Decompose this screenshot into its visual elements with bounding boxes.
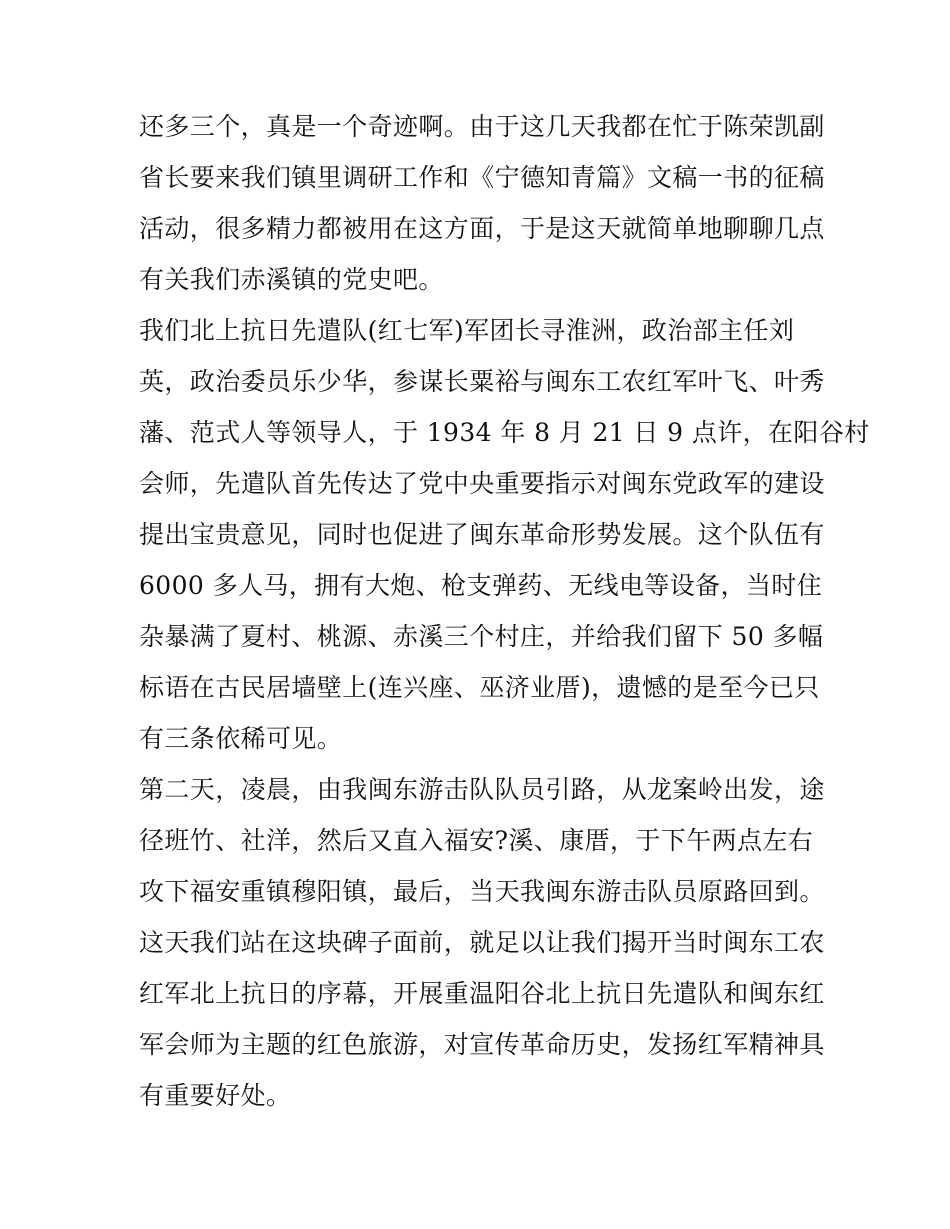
text-line: 有三条依稀可见。 xyxy=(139,724,343,753)
text-line: 英，政治委员乐少华，参谋长粟裕与闽东工农红军叶飞、叶秀 xyxy=(139,367,825,396)
text-line: 6000 多人马，拥有大炮、枪支弹药、无线电等设备，当时住 xyxy=(139,571,823,600)
text-line: 红军北上抗日的序幕，开展重温阳谷北上抗日先遣队和闽东红 xyxy=(139,979,825,1008)
text-line: 还多三个，真是一个奇迹啊。由于这几天我都在忙于陈荣凯副 xyxy=(139,112,825,141)
text-line: 攻下福安重镇穆阳镇，最后，当天我闽东游击队员原路回到。 xyxy=(139,877,825,906)
text-line: 有重要好处。 xyxy=(139,1081,292,1110)
text-line: 军会师为主题的红色旅游，对宣传革命历史，发扬红军精神具 xyxy=(139,1030,825,1059)
text-line: 径班竹、社洋，然后又直入福安?溪、康厝，于下午两点左右 xyxy=(139,826,814,855)
text-line: 有关我们赤溪镇的党史吧。 xyxy=(139,265,444,294)
text-line: 第二天，凌晨，由我闽东游击队队员引路，从龙案岭出发，途 xyxy=(139,775,825,804)
text-line: 杂暴满了夏村、桃源、赤溪三个村庄，并给我们留下 50 多幅 xyxy=(139,622,824,651)
text-line: 会师，先遣队首先传达了党中央重要指示对闽东党政军的建设 xyxy=(139,469,825,498)
document-body xyxy=(139,101,870,1121)
text-line: 提出宝贵意见，同时也促进了闽东革命形势发展。这个队伍有 xyxy=(139,520,825,549)
text-line: 这天我们站在这块碑子面前，就足以让我们揭开当时闽东工农 xyxy=(139,928,825,957)
text-line: 标语在古民居墙壁上(连兴座、巫济业厝)，遗憾的是至今已只 xyxy=(139,673,820,702)
text-line: 藩、范式人等领导人，于 1934 年 8 月 21 日 9 点许，在阳谷村 xyxy=(139,418,870,447)
text-line: 活动，很多精力都被用在这方面，于是这天就简单地聊聊几点 xyxy=(139,214,825,243)
text-line: 我们北上抗日先遣队(红七军)军团长寻淮洲，政治部主任刘 xyxy=(139,316,795,345)
text-line: 省长要来我们镇里调研工作和《宁德知青篇》文稿一书的征稿 xyxy=(139,163,825,192)
